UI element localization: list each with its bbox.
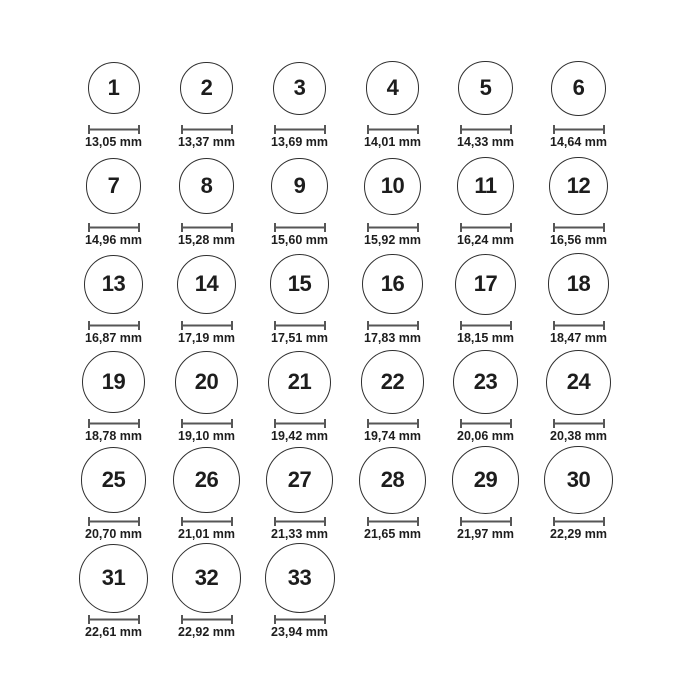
ring-size-item [532, 150, 625, 248]
diameter-measure-icon [367, 419, 419, 428]
ring-size-number: 10 [380, 173, 405, 199]
diameter-measure-icon [274, 517, 326, 526]
ring-circle [366, 61, 420, 115]
diameter-measure-icon [460, 419, 512, 428]
ring-circle [361, 350, 425, 414]
ring-size-number: 18 [566, 271, 591, 297]
ring-size-item [346, 248, 439, 346]
ring-size-item [253, 52, 346, 150]
diameter-measure-icon [553, 517, 605, 526]
ring-size-item [439, 444, 532, 542]
ring-size-number: 2 [200, 75, 213, 101]
ring-size-number: 21 [287, 369, 312, 395]
ring-size-item [346, 444, 439, 542]
ring-size-item [439, 346, 532, 444]
ring-circle-wrap [361, 346, 425, 418]
ring-circle-wrap [175, 346, 238, 418]
ring-size-number: 33 [287, 565, 312, 591]
ring-circle [268, 351, 331, 414]
ring-circle-wrap [172, 542, 241, 614]
diameter-measure-icon [181, 419, 233, 428]
ring-size-item [439, 52, 532, 150]
diameter-label: 14,01 mm [364, 135, 421, 150]
ring-circle [544, 446, 612, 514]
ring-circle [362, 254, 422, 314]
ring-circle [175, 351, 238, 414]
diameter-measure-icon [274, 223, 326, 232]
ring-circle-wrap [265, 542, 335, 614]
ring-size-number: 15 [287, 271, 312, 297]
diameter-label: 18,15 mm [457, 331, 514, 346]
diameter-measure-icon [181, 125, 233, 134]
diameter-label: 19,10 mm [178, 429, 235, 444]
ring-size-number: 32 [194, 565, 219, 591]
ring-circle [88, 62, 140, 114]
diameter-measure-icon [367, 321, 419, 330]
diameter-label: 17,83 mm [364, 331, 421, 346]
diameter-measure-icon [274, 615, 326, 624]
ring-size-number: 27 [287, 467, 312, 493]
ring-circle [457, 157, 515, 215]
ring-size-number: 1 [107, 75, 120, 101]
ring-circle-wrap [173, 444, 239, 516]
ring-circle-wrap [359, 444, 426, 516]
ring-size-number: 28 [380, 467, 405, 493]
ring-size-item [67, 346, 160, 444]
ring-circle-wrap [366, 52, 420, 124]
diameter-label: 13,37 mm [178, 135, 235, 150]
ring-circle [551, 61, 606, 116]
ring-circle [177, 255, 236, 314]
diameter-measure-icon [88, 321, 140, 330]
diameter-label: 20,38 mm [550, 429, 607, 444]
diameter-measure-icon [274, 125, 326, 134]
diameter-measure-icon [88, 615, 140, 624]
ring-circle [180, 62, 233, 115]
ring-size-number: 13 [101, 271, 126, 297]
diameter-label: 14,96 mm [85, 233, 142, 248]
ring-size-number: 6 [572, 75, 585, 101]
diameter-measure-icon [181, 321, 233, 330]
diameter-label: 16,24 mm [457, 233, 514, 248]
ring-size-item [253, 150, 346, 248]
ring-circle-wrap [177, 248, 236, 320]
ring-circle [273, 62, 326, 115]
diameter-label: 15,60 mm [271, 233, 328, 248]
diameter-measure-icon [553, 125, 605, 134]
ring-circle [271, 158, 328, 215]
diameter-label: 21,01 mm [178, 527, 235, 542]
ring-circle-wrap [458, 52, 512, 124]
ring-size-item [439, 150, 532, 248]
diameter-measure-icon [88, 517, 140, 526]
diameter-label: 16,87 mm [85, 331, 142, 346]
ring-circle [455, 254, 516, 315]
ring-circle-wrap [457, 150, 515, 222]
ring-size-item [67, 444, 160, 542]
ring-size-item [160, 542, 253, 640]
diameter-label: 14,64 mm [550, 135, 607, 150]
diameter-measure-icon [460, 517, 512, 526]
ring-size-item [253, 346, 346, 444]
ring-size-item [439, 248, 532, 346]
diameter-label: 21,97 mm [457, 527, 514, 542]
ring-circle-wrap [549, 150, 607, 222]
ring-size-number: 5 [479, 75, 492, 101]
diameter-label: 20,06 mm [457, 429, 514, 444]
diameter-measure-icon [460, 223, 512, 232]
ring-circle [266, 447, 333, 514]
ring-circle-wrap [82, 346, 144, 418]
diameter-measure-icon [460, 321, 512, 330]
ring-size-number: 24 [566, 369, 591, 395]
ring-size-number: 12 [566, 173, 591, 199]
diameter-measure-icon [274, 321, 326, 330]
ring-circle-wrap [551, 52, 606, 124]
ring-circle-wrap [86, 150, 141, 222]
ring-size-item [160, 150, 253, 248]
ring-size-item [67, 542, 160, 640]
diameter-measure-icon [88, 125, 140, 134]
ring-size-row [67, 542, 700, 640]
ring-circle [82, 351, 144, 413]
ring-size-row [67, 346, 700, 444]
ring-circle [359, 447, 426, 514]
ring-size-item [67, 248, 160, 346]
diameter-measure-icon [88, 223, 140, 232]
ring-circle [546, 350, 611, 415]
ring-size-number: 31 [101, 565, 126, 591]
ring-circle-wrap [81, 444, 147, 516]
ring-size-number: 4 [386, 75, 399, 101]
ring-size-item [532, 248, 625, 346]
ring-circle-wrap [268, 346, 331, 418]
ring-circle [79, 544, 148, 613]
diameter-label: 20,70 mm [85, 527, 142, 542]
ring-circle [86, 158, 141, 213]
diameter-label: 13,69 mm [271, 135, 328, 150]
diameter-measure-icon [553, 419, 605, 428]
diameter-label: 19,42 mm [271, 429, 328, 444]
ring-circle-wrap [79, 542, 148, 614]
ring-circle-wrap [266, 444, 333, 516]
ring-size-item [532, 52, 625, 150]
diameter-measure-icon [181, 223, 233, 232]
ring-size-item [67, 52, 160, 150]
ring-size-row [67, 150, 700, 248]
ring-size-number: 25 [101, 467, 126, 493]
ring-size-row [67, 52, 700, 150]
diameter-label: 21,65 mm [364, 527, 421, 542]
ring-size-item [160, 248, 253, 346]
diameter-label: 18,78 mm [85, 429, 142, 444]
ring-size-item [346, 346, 439, 444]
ring-size-number: 11 [474, 173, 497, 199]
ring-size-number: 30 [566, 467, 591, 493]
ring-circle-wrap [179, 150, 235, 222]
ring-size-item [67, 150, 160, 248]
diameter-label: 14,33 mm [457, 135, 514, 150]
ring-circle-wrap [546, 346, 611, 418]
ring-size-item [160, 52, 253, 150]
diameter-label: 21,33 mm [271, 527, 328, 542]
ring-size-number: 3 [293, 75, 306, 101]
diameter-label: 17,19 mm [178, 331, 235, 346]
ring-size-item [253, 444, 346, 542]
ring-circle-wrap [362, 248, 422, 320]
diameter-measure-icon [181, 615, 233, 624]
ring-circle-wrap [453, 346, 517, 418]
ring-circle [548, 253, 610, 315]
diameter-measure-icon [88, 419, 140, 428]
ring-circle-wrap [84, 248, 143, 320]
diameter-measure-icon [553, 223, 605, 232]
ring-size-item [532, 346, 625, 444]
ring-circle [453, 350, 517, 414]
diameter-measure-icon [367, 223, 419, 232]
ring-size-number: 23 [473, 369, 498, 395]
ring-circle [81, 447, 147, 513]
ring-circle [173, 447, 239, 513]
ring-circle [172, 543, 241, 612]
ring-size-number: 26 [194, 467, 219, 493]
ring-circle-wrap [452, 444, 520, 516]
ring-circle [452, 446, 520, 514]
ring-circle-wrap [270, 248, 330, 320]
diameter-measure-icon [274, 419, 326, 428]
ring-size-number: 17 [473, 271, 498, 297]
diameter-label: 17,51 mm [271, 331, 328, 346]
ring-circle-wrap [455, 248, 516, 320]
ring-circle [458, 61, 512, 115]
diameter-label: 22,92 mm [178, 625, 235, 640]
ring-size-number: 16 [380, 271, 405, 297]
diameter-measure-icon [367, 517, 419, 526]
ring-circle [179, 158, 235, 214]
diameter-label: 22,29 mm [550, 527, 607, 542]
diameter-label: 22,61 mm [85, 625, 142, 640]
ring-size-number: 20 [194, 369, 219, 395]
diameter-label: 15,28 mm [178, 233, 235, 248]
ring-size-item [532, 444, 625, 542]
ring-size-item [253, 248, 346, 346]
ring-size-number: 9 [293, 173, 306, 199]
diameter-label: 16,56 mm [550, 233, 607, 248]
diameter-label: 13,05 mm [85, 135, 142, 150]
ring-size-number: 14 [194, 271, 219, 297]
ring-size-number: 29 [473, 467, 498, 493]
diameter-measure-icon [460, 125, 512, 134]
diameter-label: 19,74 mm [364, 429, 421, 444]
ring-circle-wrap [273, 52, 326, 124]
ring-size-number: 8 [200, 173, 213, 199]
ring-circle-wrap [180, 52, 233, 124]
ring-size-item [346, 52, 439, 150]
ring-size-number: 7 [107, 173, 120, 199]
diameter-measure-icon [367, 125, 419, 134]
ring-circle-wrap [271, 150, 328, 222]
ring-circle-wrap [544, 444, 612, 516]
diameter-measure-icon [181, 517, 233, 526]
ring-circle [270, 254, 330, 314]
ring-size-row [67, 248, 700, 346]
ring-circle-wrap [548, 248, 610, 320]
ring-size-item [160, 444, 253, 542]
ring-size-item [346, 150, 439, 248]
diameter-label: 18,47 mm [550, 331, 607, 346]
ring-size-number: 19 [101, 369, 126, 395]
diameter-measure-icon [553, 321, 605, 330]
ring-circle [364, 158, 421, 215]
diameter-label: 15,92 mm [364, 233, 421, 248]
ring-circle [265, 543, 335, 613]
ring-size-row [67, 444, 700, 542]
ring-circle-wrap [364, 150, 421, 222]
ring-size-item [253, 542, 346, 640]
diameter-label: 23,94 mm [271, 625, 328, 640]
ring-circle [549, 157, 607, 215]
ring-circle [84, 255, 143, 314]
ring-size-item [160, 346, 253, 444]
ring-size-number: 22 [380, 369, 405, 395]
ring-circle-wrap [88, 52, 140, 124]
